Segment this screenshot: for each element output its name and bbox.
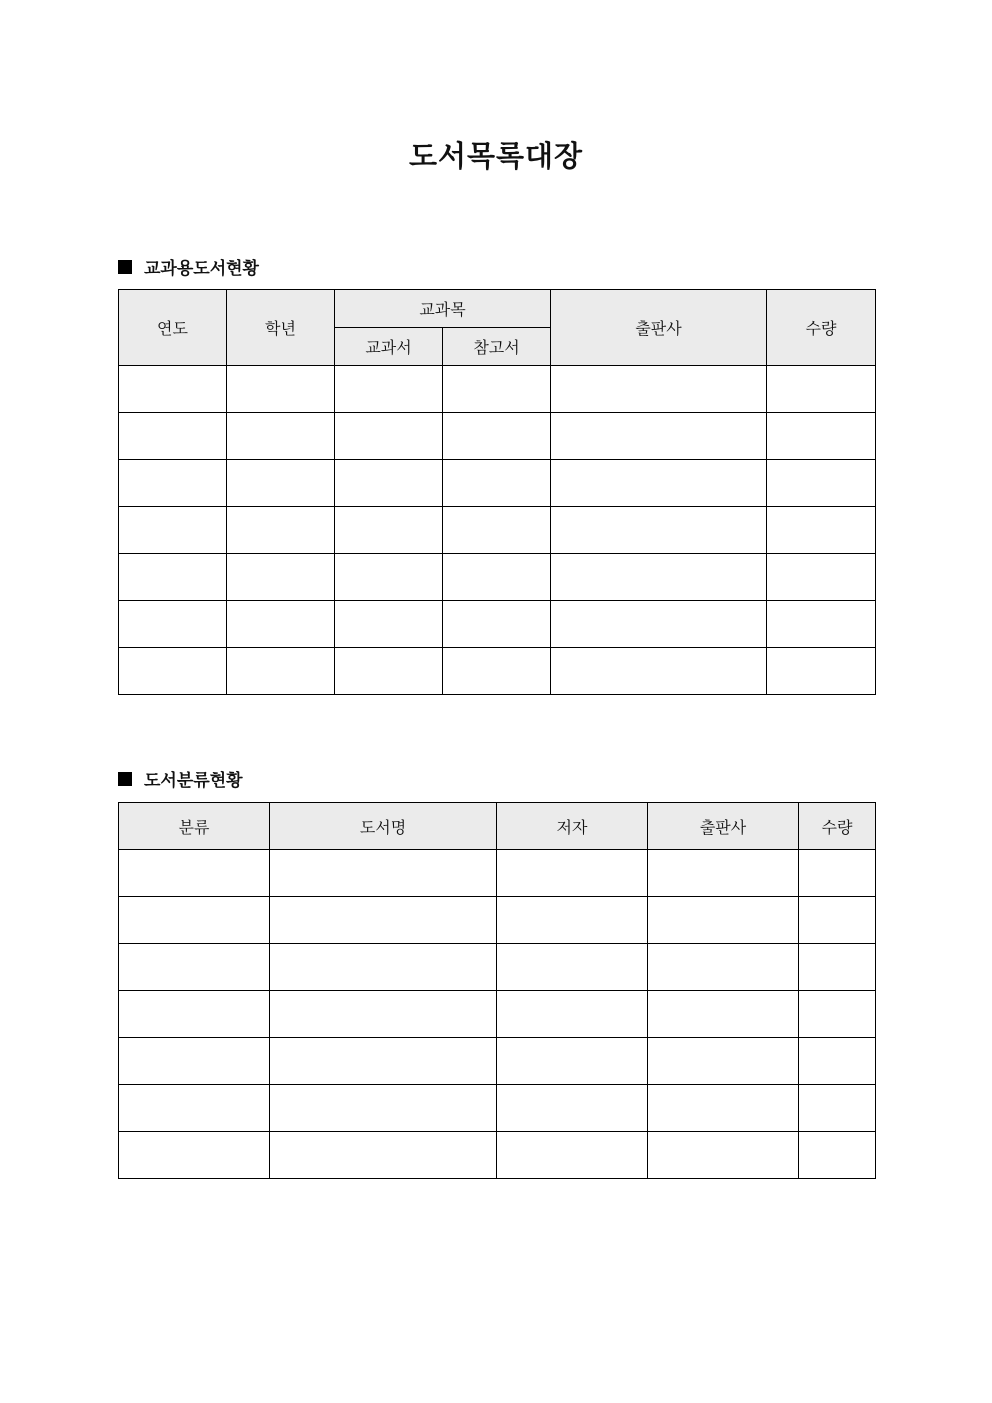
table-cell: [497, 991, 648, 1038]
col-header-grade: 학년: [227, 290, 335, 366]
table-row: [119, 991, 876, 1038]
table-cell: [227, 554, 335, 601]
col-header-publisher: 출판사: [551, 290, 767, 366]
table-cell: [119, 850, 270, 897]
textbook-status-table: [118, 289, 876, 695]
table-body: [119, 850, 876, 1179]
table-cell: [119, 991, 270, 1038]
table-row: [119, 944, 876, 991]
section-heading-label: 교과용도서현황: [144, 259, 259, 279]
table-cell: [767, 507, 876, 554]
table-cell: [227, 366, 335, 413]
table-cell: [335, 507, 443, 554]
table-cell: [767, 413, 876, 460]
table-cell: [119, 648, 227, 695]
table-cell: [551, 413, 767, 460]
table-cell: [270, 1038, 497, 1085]
table-cell: [119, 1085, 270, 1132]
table-cell: [270, 991, 497, 1038]
table-row: [119, 1085, 876, 1132]
table-cell: [335, 601, 443, 648]
table-cell: [270, 1132, 497, 1179]
table-cell: [443, 648, 551, 695]
table-row: [119, 1038, 876, 1085]
table-cell: [648, 991, 799, 1038]
table-row: [119, 413, 876, 460]
table-cell: [119, 413, 227, 460]
table-cell: [648, 897, 799, 944]
table-cell: [119, 897, 270, 944]
table-cell: [799, 850, 876, 897]
table-cell: [119, 507, 227, 554]
table-cell: [497, 897, 648, 944]
col-header-subject: 교과목: [335, 290, 551, 328]
table-cell: [335, 460, 443, 507]
col-header-quantity: 수량: [767, 290, 876, 366]
table-cell: [119, 1132, 270, 1179]
table-cell: [648, 850, 799, 897]
square-bullet-icon: [118, 260, 132, 274]
table-cell: [443, 460, 551, 507]
table-cell: [119, 366, 227, 413]
table-cell: [119, 1038, 270, 1085]
table-cell: [443, 413, 551, 460]
col-header-author: 저자: [497, 803, 648, 850]
table-cell: [227, 413, 335, 460]
col-header-year: 연도: [119, 290, 227, 366]
table-cell: [648, 1132, 799, 1179]
table-cell: [270, 897, 497, 944]
table-cell: [119, 944, 270, 991]
table-row: [119, 601, 876, 648]
table-cell: [497, 850, 648, 897]
table-cell: [443, 601, 551, 648]
table-cell: [119, 460, 227, 507]
col-header-publisher: 출판사: [648, 803, 799, 850]
table-cell: [767, 648, 876, 695]
table-row: [119, 554, 876, 601]
table-cell: [551, 366, 767, 413]
table-cell: [270, 850, 497, 897]
table-cell: [497, 1038, 648, 1085]
table-cell: [767, 366, 876, 413]
table-cell: [443, 554, 551, 601]
table-cell: [227, 460, 335, 507]
table-cell: [551, 507, 767, 554]
col-header-book-title: 도서명: [270, 803, 497, 850]
document-title: 도서목록대장: [408, 139, 584, 173]
table-row: [119, 850, 876, 897]
table-cell: [119, 601, 227, 648]
section-heading-label: 도서분류현황: [144, 771, 243, 791]
table-cell: [497, 1132, 648, 1179]
table-cell: [551, 460, 767, 507]
col-header-quantity: 수량: [799, 803, 876, 850]
table-row: [119, 507, 876, 554]
table-cell: [335, 366, 443, 413]
table-body: [119, 366, 876, 695]
table-cell: [648, 1038, 799, 1085]
table-row: [119, 897, 876, 944]
table-cell: [227, 601, 335, 648]
table-cell: [799, 897, 876, 944]
table-cell: [551, 554, 767, 601]
table-row: [119, 1132, 876, 1179]
book-classification-table: [118, 802, 876, 1179]
table-cell: [227, 507, 335, 554]
square-bullet-icon: [118, 772, 132, 786]
table-cell: [443, 366, 551, 413]
table-cell: [767, 601, 876, 648]
col-header-textbook: 교과서: [335, 328, 443, 366]
table-cell: [443, 507, 551, 554]
table-cell: [799, 991, 876, 1038]
table-cell: [648, 1085, 799, 1132]
table-row: [119, 366, 876, 413]
table-cell: [270, 944, 497, 991]
col-header-reference: 참고서: [443, 328, 551, 366]
table-cell: [335, 554, 443, 601]
table-cell: [767, 460, 876, 507]
section-heading-classification: [118, 766, 243, 791]
table-cell: [551, 601, 767, 648]
table-cell: [335, 648, 443, 695]
table-cell: [335, 413, 443, 460]
col-header-category: 분류: [119, 803, 270, 850]
table-cell: [227, 648, 335, 695]
table-cell: [119, 554, 227, 601]
table-row: [119, 648, 876, 695]
table-cell: [799, 1132, 876, 1179]
table-cell: [767, 554, 876, 601]
table-cell: [648, 944, 799, 991]
table-cell: [799, 944, 876, 991]
table-cell: [799, 1085, 876, 1132]
table-cell: [270, 1085, 497, 1132]
table-cell: [551, 648, 767, 695]
section-heading-textbooks: [118, 254, 259, 279]
table-cell: [497, 944, 648, 991]
table-row: [119, 460, 876, 507]
table-cell: [497, 1085, 648, 1132]
table-cell: [799, 1038, 876, 1085]
